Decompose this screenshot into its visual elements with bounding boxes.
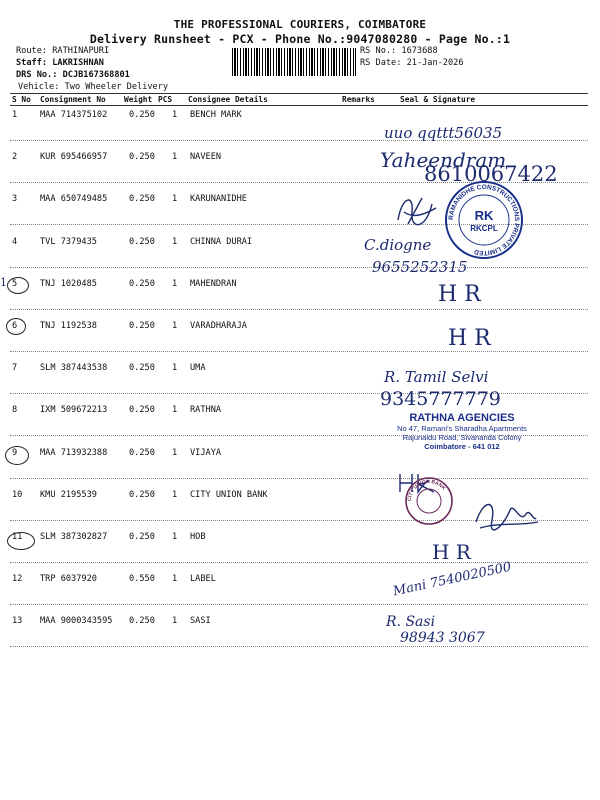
col-consignment: Consignment No bbox=[40, 95, 106, 104]
staff-value: LAKRISHNAN bbox=[52, 58, 104, 68]
rkcpl-logo: RK bbox=[474, 208, 494, 223]
col-weight: Weight bbox=[124, 95, 153, 104]
city-union-bank-seal bbox=[404, 476, 454, 526]
col-seal: Seal & Signature bbox=[400, 95, 476, 104]
bank-seal-text: CITY UNION BANK bbox=[406, 478, 447, 502]
row-consignee: VIJAYA bbox=[190, 448, 222, 458]
rkcpl-text: RKCPL bbox=[470, 224, 498, 233]
row-weight: 0.250 bbox=[129, 194, 155, 204]
row-consignee: NAVEEN bbox=[190, 152, 222, 162]
row-consignee: CITY UNION BANK bbox=[190, 490, 268, 500]
row11-circle bbox=[7, 532, 35, 550]
phone-row13: 98943 3067 bbox=[400, 630, 485, 646]
col-consignee: Consignee Details bbox=[188, 95, 268, 104]
staff-label: Staff: bbox=[16, 58, 48, 68]
row-sno: 3 bbox=[12, 194, 18, 204]
row-consignment: MAA 714375102 bbox=[40, 110, 108, 120]
row-consignment: MAA 9000343595 bbox=[40, 616, 113, 626]
row-pcs: 1 bbox=[172, 448, 178, 458]
row-sno: 9 bbox=[12, 448, 18, 458]
row-consignment: SLM 387302827 bbox=[40, 532, 108, 542]
phone-row2: 8610067422 bbox=[424, 162, 558, 186]
agency-name: RATHNA AGENCIES bbox=[409, 412, 515, 424]
row-sno: 13 bbox=[12, 616, 23, 626]
signature-row7: R. Tamil Selvi bbox=[384, 368, 489, 386]
row-weight: 0.250 bbox=[129, 363, 155, 373]
row-divider bbox=[10, 351, 588, 352]
row-pcs: 1 bbox=[172, 363, 178, 373]
row-pcs: 1 bbox=[172, 321, 178, 331]
row-pcs: 1 bbox=[172, 616, 178, 626]
row-divider bbox=[10, 646, 588, 647]
signature-row13: R. Sasi bbox=[386, 614, 436, 630]
signature-row11: H R bbox=[432, 540, 471, 564]
row-consignee: SASI bbox=[190, 616, 211, 626]
rs-no-value: 1673688 bbox=[401, 46, 438, 56]
row-consignment: KMU 2195539 bbox=[40, 490, 97, 500]
row-consignment: IXM 509672213 bbox=[40, 405, 108, 415]
route-label: Route: bbox=[16, 46, 48, 56]
row-sno: 7 bbox=[12, 363, 18, 373]
staff-line bbox=[16, 58, 104, 68]
agency-address-line1: No 47, Ramani's Sharadha Apartments bbox=[397, 424, 527, 433]
row-weight: 0.250 bbox=[129, 152, 155, 162]
row-weight: 0.250 bbox=[129, 321, 155, 331]
row6-circle bbox=[6, 318, 26, 335]
row-pcs: 1 bbox=[172, 574, 178, 584]
row9-circle bbox=[5, 446, 29, 465]
rs-no-label: RS No.: bbox=[360, 46, 397, 56]
runsheet-subtitle: Delivery Runsheet - PCX - Phone No.:9047080280 - Page No.:1 bbox=[89, 32, 511, 46]
signature-row12: Mani 7540020500 bbox=[391, 559, 513, 600]
signature-row2: Yaheendram bbox=[380, 148, 507, 172]
rkcpl-stamp bbox=[444, 180, 524, 260]
vehicle-value: Two Wheeler Delivery bbox=[64, 82, 169, 92]
phone-row4: 9655252315 bbox=[372, 258, 468, 276]
header-bottom-rule bbox=[10, 105, 588, 106]
row-divider bbox=[10, 393, 588, 394]
route-value: RATHINAPURI bbox=[52, 46, 110, 56]
row-weight: 0.250 bbox=[129, 279, 155, 289]
col-sno: S No bbox=[12, 95, 31, 104]
row-consignment: TNJ 1192538 bbox=[40, 321, 97, 331]
row-consignment: MAA 650749485 bbox=[40, 194, 108, 204]
row5-mark: 1 bbox=[0, 276, 7, 289]
row-pcs: 1 bbox=[172, 194, 178, 204]
row-weight: 0.250 bbox=[129, 237, 155, 247]
row-consignee: CHINNA DURAI bbox=[190, 237, 253, 247]
row-pcs: 1 bbox=[172, 405, 178, 415]
company-title: THE PROFESSIONAL COURIERS, COIMBATORE bbox=[173, 18, 427, 31]
phone-row7: 9345777779 bbox=[380, 388, 501, 410]
rs-date-value: 21-Jan-2026 bbox=[406, 58, 464, 68]
row-consignment: SLM 387443538 bbox=[40, 363, 108, 373]
rathna-agencies-stamp bbox=[372, 412, 552, 451]
row-sno: 2 bbox=[12, 152, 18, 162]
row-consignee: MAHENDRAN bbox=[190, 279, 237, 289]
runsheet-barcode bbox=[232, 48, 356, 76]
row-sno: 8 bbox=[12, 405, 18, 415]
route-line bbox=[16, 46, 109, 56]
agency-address-line2: Rajunaidu Road, Sivananda Colony bbox=[402, 433, 522, 442]
row-divider bbox=[10, 267, 588, 268]
row-weight: 0.250 bbox=[129, 405, 155, 415]
row-divider bbox=[10, 478, 588, 479]
row-pcs: 1 bbox=[172, 279, 178, 289]
row-consignee: HOB bbox=[190, 532, 206, 542]
row-divider bbox=[10, 309, 588, 310]
drs-label: DRS No.: bbox=[16, 70, 58, 80]
scribble-signature-row10 bbox=[470, 492, 540, 538]
rkcpl-ring-text: RAMANIDHE CONSTRUCTIONS PRIVATE LIMITED bbox=[447, 183, 521, 257]
row-sno: 12 bbox=[12, 574, 23, 584]
row-pcs: 1 bbox=[172, 110, 178, 120]
signature-row4: C.diogne bbox=[364, 236, 432, 254]
row-consignment: TRP 6037920 bbox=[40, 574, 97, 584]
row-weight: 0.250 bbox=[129, 448, 155, 458]
row-sno: 4 bbox=[12, 237, 18, 247]
row-consignee: BENCH MARK bbox=[190, 110, 242, 120]
agency-address-line3: Coimbatore - 641 012 bbox=[424, 442, 500, 451]
rs-date-label: RS Date: bbox=[360, 58, 402, 68]
rs-date-line bbox=[360, 58, 464, 68]
row-pcs: 1 bbox=[172, 532, 178, 542]
row-sno: 10 bbox=[12, 490, 23, 500]
row-consignment: KUR 695466957 bbox=[40, 152, 108, 162]
col-remarks: Remarks bbox=[342, 95, 375, 104]
row-consignee: VARADHARAJA bbox=[190, 321, 247, 331]
rs-no-line bbox=[360, 46, 438, 56]
row-consignee: UMA bbox=[190, 363, 206, 373]
row-consignment: MAA 713932388 bbox=[40, 448, 108, 458]
row-weight: 0.550 bbox=[129, 574, 155, 584]
row-sno: 5 bbox=[12, 279, 18, 289]
drs-line bbox=[16, 70, 130, 80]
scribble-signature-row3 bbox=[392, 190, 442, 234]
row-consignment: TVL 7379435 bbox=[40, 237, 97, 247]
row-sno: 11 bbox=[12, 532, 23, 542]
row-sno: 1 bbox=[12, 110, 18, 120]
row-sno: 6 bbox=[12, 321, 18, 331]
drs-value: DCJB167368801 bbox=[62, 70, 130, 80]
row-divider bbox=[10, 604, 588, 605]
signature-row6: H R bbox=[448, 326, 491, 351]
signature-row5: H R bbox=[438, 282, 481, 307]
row-weight: 0.250 bbox=[129, 532, 155, 542]
row-consignee: RATHNA bbox=[190, 405, 222, 415]
header-top-rule bbox=[10, 93, 588, 94]
vehicle-line bbox=[18, 82, 168, 92]
row-pcs: 1 bbox=[172, 152, 178, 162]
row-consignee: KARUNANIDHE bbox=[190, 194, 247, 204]
row-weight: 0.250 bbox=[129, 616, 155, 626]
row-weight: 0.250 bbox=[129, 490, 155, 500]
row-pcs: 1 bbox=[172, 237, 178, 247]
row-weight: 0.250 bbox=[129, 110, 155, 120]
signature-row1: uuo qqttt56035 bbox=[384, 124, 503, 142]
col-pcs: PCS bbox=[158, 95, 173, 104]
row5-circle bbox=[7, 277, 29, 294]
row-consignment: TNJ 1020485 bbox=[40, 279, 97, 289]
row-consignee: LABEL bbox=[190, 574, 216, 584]
vehicle-label: Vehicle: bbox=[18, 82, 60, 92]
row-pcs: 1 bbox=[172, 490, 178, 500]
